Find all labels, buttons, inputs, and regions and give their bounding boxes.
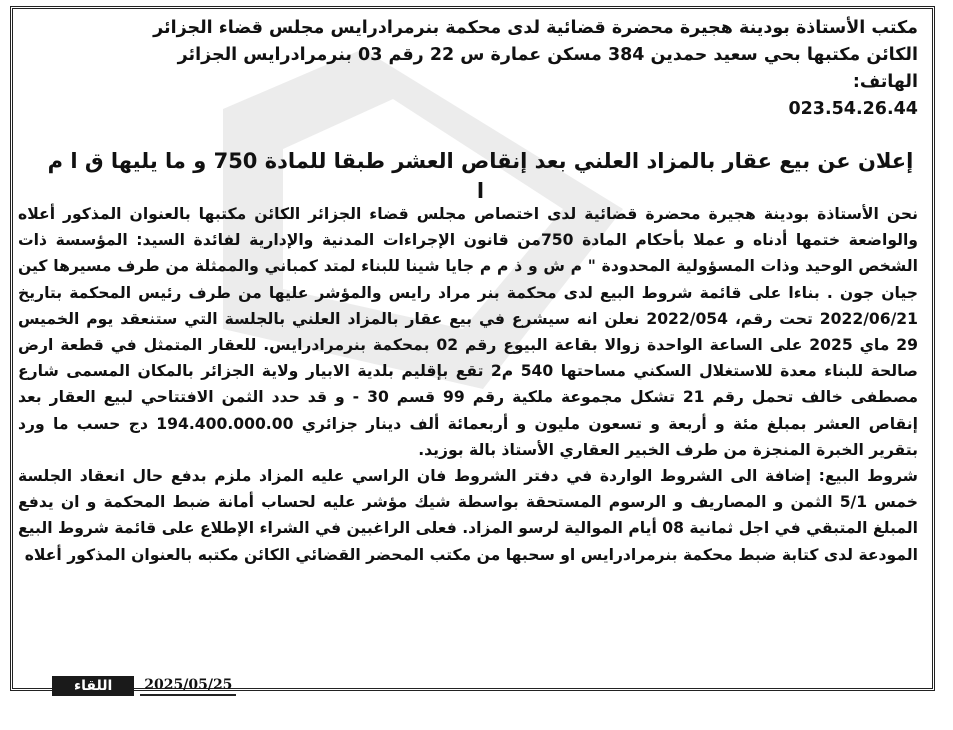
announcement-title: إعلان عن بيع عقار بالمزاد العلني بعد إنقاص العشر طبقا للمادة 750 و ما يليها ق ا م ا [47, 149, 914, 203]
newspaper-name: اللقاء [52, 676, 134, 696]
office-header [38, 15, 918, 123]
sale-conditions: شروط البيع: إضافة الى الشروط الواردة في دفتر الشروط فان الراسي عليه المزاد ملزم بدفع حال انعقاد الجلسة خمس 5/1 الثمن و المصاريف و الرسوم المستحقة بواسطة شيك مؤشر عليه لحساب أمانة ضبط المحكمة و ان يدفع المبلغ المتبقي في اجل ثمانية 08 أيام الموالية لرسو المزاد. فعلى الراغبين في الشراء الإطلاع على قائمة شروط البيع المودعة لدى كتابة ضبط محكمة بنرمرادرايس او سحبها من مكتب المحضر القضائي الكائن مكتبه بالعنوان المذكور أعلاه [18, 467, 919, 564]
announcement-body [18, 201, 918, 568]
office-phone [38, 69, 918, 123]
phone-number: 023.54.26.44 [788, 99, 918, 119]
announcement-frame [10, 6, 935, 691]
office-name: مكتب الأستاذة بودينة هجيرة محضرة قضائية لدى محكمة بنرمرادرايس مجلس قضاء الجزائر [153, 18, 918, 38]
phone-label: الهاتف: [852, 72, 918, 92]
publication-footer [52, 676, 236, 696]
office-address: الكائن مكتبها بحي سعيد حمدين 384 مسكن عمارة س 22 رقم 03 بنرمرادرايس الجزائر [177, 45, 918, 65]
publication-date: 2025/05/25 [140, 676, 236, 696]
announcement-paragraph: نحن الأستاذة بودينة هجيرة محضرة قضائية لدى اختصاص مجلس قضاء الجزائر الكائن مكتبها بالعنوان المذكور أعلاه والواضعة ختمها أدناه و عملا بأحكام المادة 750من قانون الإجراءات المدنية والإدارية لفائدة السيد: المؤسسة ذات الشخص الوحيد وذات المسؤولية المحدودة " م ش و ذ م م جايا شينا للبناء لمتد كمباني والممثلة من طرف مسيرها كين جيان جون . بناءا على قائمة شروط البيع لدى محكمة بنر مراد رايس والمؤشر عليها من طرف رئيس المحكمة بتاريخ 2022/06/21 تحت رقم، 2022/054 نعلن انه سيشرع في بيع عقار بالمزاد العلني بالجلسة التي ستنعقد يوم الخميس 29 ماي 2025 على الساعة الواحدة زوالا بقاعة البيوع رقم 02 بمحكمة بنرمرادرايس. للعقار المتمثل في قطعة ارض صالحة للبناء معدة للاستغلال السكني مساحتها 540 م2 تقع بإقليم بلدية الابيار ولاية الجزائر بالمكان المسمى شارع مصطفى خالف تحمل رقم 21 تشكل مجموعة ملكية رقم 99 قسم 30 - و قد حدد الثمن الافتتاحي لبيع العقار بعد إنقاص العشر بمبلغ مئة و أربعة و تسعون مليون و أربعمائة ألف دينار جزائري 194.400.000.00 دج حسب ما ورد بتقرير الخبرة المنجزة من طرف الخبير العقاري الأستاذ بالة بوزيد. [18, 205, 918, 459]
